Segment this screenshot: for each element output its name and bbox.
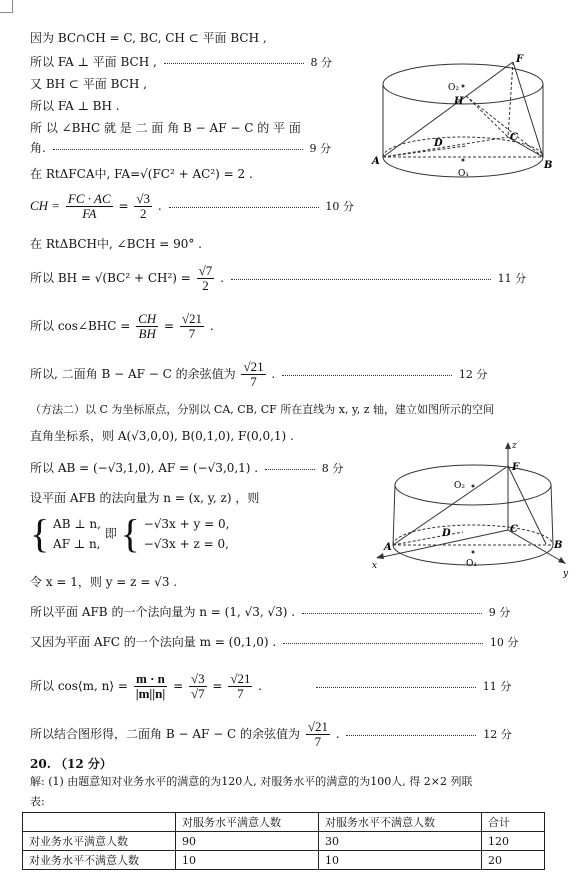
equals: = (173, 679, 184, 693)
line-2-text: 所以 FA ⊥ 平面 BCH , (30, 55, 157, 69)
period: . (335, 727, 340, 741)
label-o2: O₂ (454, 481, 465, 491)
question-20-heading: 20. （12 分） (30, 757, 112, 771)
line-15-text: 所以 AB = (−√3,1,0), AF = (−√3,0,1) . (30, 461, 259, 475)
system-left (53, 514, 101, 554)
fraction-sqrt21-7 (180, 312, 204, 341)
system-right (144, 514, 230, 554)
dot-leader (302, 612, 482, 614)
label-a: A (372, 156, 380, 167)
denominator: 7 (237, 686, 244, 701)
table-row (23, 832, 545, 851)
line-16: 设平面 AFB 的法向量为 n = (x, y, z) ，则 (30, 491, 260, 505)
table-cell: 10 (319, 851, 482, 870)
dot-leader (164, 62, 304, 64)
label-d: D (442, 528, 451, 539)
denominator: FA (82, 206, 97, 221)
cylinder-figure-2 (368, 440, 573, 580)
line-2 (30, 54, 332, 71)
table-cell: 10 (176, 851, 319, 870)
label-c: C (510, 132, 518, 143)
label-c: C (510, 524, 518, 535)
score-8: 8 分 (321, 462, 344, 475)
left-brace: { (120, 511, 140, 556)
dot-leader (346, 734, 476, 736)
table-cell: 120 (482, 832, 545, 851)
numerator: √3 (136, 191, 151, 206)
line-6 (30, 140, 331, 157)
point-o2 (472, 485, 475, 488)
line-1: 因为 BC∩CH = C, BC, CH ⊂ 平面 BCH , (30, 31, 267, 45)
dot-leader (316, 686, 476, 688)
denominator: √7 (190, 686, 205, 701)
label-b: B (554, 540, 563, 551)
dot-leader (169, 206, 319, 208)
line-12 (30, 360, 487, 389)
line-20-text: 又因为平面 AFC 的一个法向量 m = (0,1,0) . (30, 635, 277, 649)
z-arrow-icon (505, 442, 511, 449)
word-ji: 即 (104, 526, 117, 541)
line-8-ch (30, 192, 354, 221)
line-20 (30, 634, 518, 651)
label-x: x (372, 561, 378, 571)
fraction-sqrt7-2 (197, 264, 215, 293)
fraction-sqrt3-2 (134, 192, 152, 221)
score-10: 10 分 (489, 636, 519, 649)
edge-af (383, 62, 513, 157)
label-z: z (512, 441, 517, 451)
equals: = (164, 319, 175, 333)
label-o2: O₂ (448, 83, 459, 93)
label-d: D (434, 138, 443, 149)
line-9: 在 RtΔBCH中, ∠BCH = 90° . (30, 237, 202, 251)
label-f: F (512, 462, 520, 473)
line-3: 又 BH ⊂ 平面 BCH , (30, 77, 147, 91)
line-10-bh (30, 264, 526, 293)
score-12: 12 分 (483, 728, 512, 741)
equals: = (212, 679, 223, 693)
denominator: 7 (250, 374, 257, 389)
line-17-system (30, 511, 230, 556)
table-cell: 合计 (482, 813, 545, 832)
cos-lhs: 所以 cos∠BHC = (30, 319, 131, 333)
fraction-mn (134, 672, 168, 701)
table-cell (23, 813, 176, 832)
line-7: 在 RtΔFCA中, FA=√(FC² + AC²) = 2 . (30, 167, 253, 181)
solution-line-1: 解: (1) 由题意知对业务水平的满意的为120人, 对服务水平的满意的为100人, 得 2×2 列联 (30, 775, 473, 788)
label-h: H (454, 96, 464, 107)
score-9: 9 分 (309, 142, 331, 155)
line-6-text: 角. (30, 141, 46, 155)
side-right (551, 485, 553, 545)
line-4: 所以 FA ⊥ BH . (30, 99, 120, 113)
denominator: 2 (202, 278, 209, 293)
line-22-text: 所以结合图形得，二面角 B − AF − C 的余弦值为 (30, 727, 300, 741)
line-15 (30, 460, 343, 477)
period: . (271, 367, 276, 381)
table-header-row (23, 813, 545, 832)
label-o1: O₁ (458, 169, 469, 179)
denominator: BH (138, 326, 156, 341)
score-10: 10 分 (325, 200, 354, 213)
bh-lhs: 所以 BH = √(BC² + CH²) = (30, 271, 191, 285)
equals: = (118, 199, 129, 213)
numerator: √3 (190, 671, 205, 686)
line-21-cos-mn (30, 672, 511, 701)
edge-ad (393, 532, 463, 545)
label-o1: O₁ (466, 559, 477, 569)
contingency-table (22, 812, 545, 870)
table-cell: 90 (176, 832, 319, 851)
dot-leader (231, 278, 491, 280)
table-cell: 对业务水平满意人数 (23, 832, 176, 851)
line-19-text: 所以平面 AFB 的一个法向量为 n = (1, √3, √3) . (30, 605, 296, 619)
line-18: 令 x = 1，则 y = z = √3 . (30, 575, 178, 589)
score-8: 8 分 (310, 56, 332, 69)
line-11-cos (30, 312, 214, 341)
point-o2 (462, 85, 465, 88)
denominator: 2 (139, 206, 147, 221)
label-a: A (384, 542, 392, 553)
dot-leader (265, 468, 315, 470)
x-arrow-icon (376, 553, 384, 559)
label-f: F (516, 54, 524, 65)
cylinder-figure-1 (368, 52, 558, 202)
left-brace: { (30, 511, 50, 556)
edge-ac (383, 137, 508, 157)
numerator: √21 (230, 671, 251, 686)
denominator: |m||n| (135, 686, 166, 701)
line-5: 所 以 ∠BHC 就 是 二 面 角 B − AF − C 的 平 面 (30, 121, 301, 135)
table-cell: 对业务水平不满意人数 (23, 851, 176, 870)
edge-hc (466, 96, 508, 137)
line-21-text: 所以 cos⟨m, n⟩ = (30, 679, 128, 693)
denominator: 7 (188, 326, 196, 341)
period: . (209, 319, 214, 333)
line-13-method2: （方法二）以 C 为坐标原点，分别以 CA, CB, CF 所在直线为 x, y, z 轴，建立如图所示的空间 (30, 403, 495, 416)
eq-af-perp-n: AF ⊥ n, (53, 537, 101, 551)
numerator: √21 (243, 359, 264, 374)
score-9: 9 分 (488, 606, 511, 619)
score-11: 11 分 (497, 272, 527, 285)
eq-ab-perp-n: AB ⊥ n, (53, 517, 101, 531)
dot-leader (282, 374, 452, 376)
label-y: y (563, 569, 569, 579)
score-11: 11 分 (482, 680, 512, 693)
y-arrow-icon (558, 557, 566, 564)
table-row (23, 851, 545, 870)
numerator: CH (138, 311, 157, 326)
score-12: 12 分 (458, 368, 488, 381)
line-19 (30, 604, 510, 621)
point-o1 (472, 551, 475, 554)
period: . (220, 271, 224, 285)
edge-hb (466, 96, 543, 157)
table-cell: 20 (482, 851, 545, 870)
period: . (157, 199, 162, 213)
fraction-ch-bh (136, 312, 158, 341)
table-cell: 对服务水平满意人数 (176, 813, 319, 832)
page-corner-mark (0, 0, 13, 13)
period: . (258, 679, 263, 693)
line-14: 直角坐标系，则 A(√3,0,0), B(0,1,0), F(0,0,1) . (30, 429, 294, 443)
denominator: 7 (314, 734, 322, 749)
numerator: √21 (181, 311, 203, 326)
fraction-sqrt21-7 (306, 720, 330, 749)
numerator: FC · AC (67, 191, 111, 206)
line-22 (30, 720, 512, 749)
table-cell: 30 (319, 832, 482, 851)
ch-lhs: CH = (30, 198, 61, 213)
eq-1: −√3x + y = 0, (143, 517, 230, 531)
numerator: √21 (307, 719, 328, 734)
eq-2: −√3x + z = 0, (143, 537, 229, 551)
side-left (393, 485, 395, 545)
numerator: √7 (198, 263, 213, 278)
line-12-text: 所以, 二面角 B − AF − C 的余弦值为 (30, 367, 236, 381)
fraction-sqrt21-7 (241, 360, 265, 389)
point-o1 (462, 159, 465, 162)
dot-leader (53, 148, 303, 150)
table-cell: 对服务水平不满意人数 (319, 813, 482, 832)
label-b: B (544, 160, 553, 171)
numerator: m · n (134, 672, 168, 687)
dot-leader (283, 642, 483, 644)
fraction-sqrt3-sqrt7 (189, 672, 207, 701)
fraction-sqrt21-7 (228, 672, 252, 701)
fraction-fcac-fa (66, 192, 113, 221)
solution-line-2: 表: (30, 795, 45, 808)
